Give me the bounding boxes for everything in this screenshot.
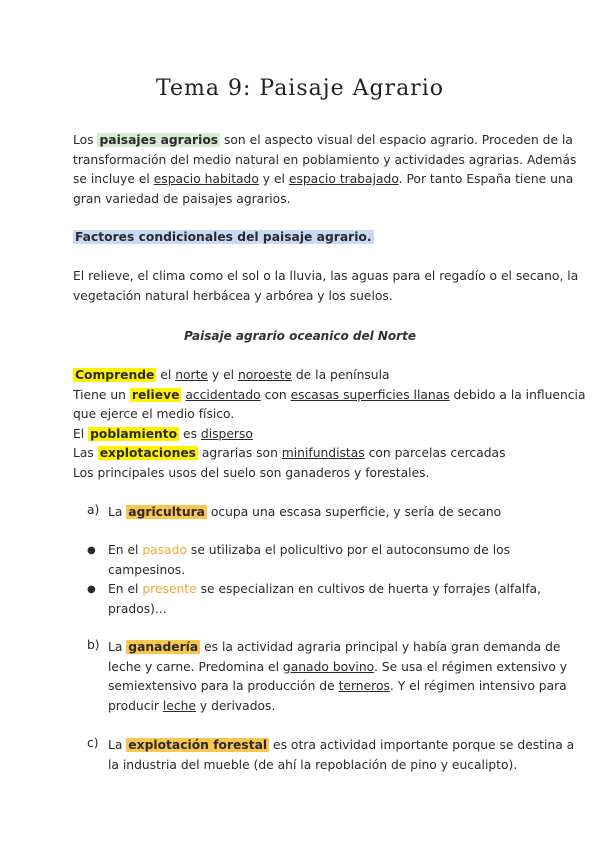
factors-line-1: El relieve, el clima como el sol o la lluvia, las aguas para el regadío o el secano, la <box>73 269 579 283</box>
highlight-explotacion-forestal: explotación forestal <box>128 738 268 752</box>
factors-paragraph <box>73 267 579 306</box>
intro-line-4: gran variedad de paisajes agrarios. <box>73 191 291 206</box>
highlight-relieve: relieve <box>131 387 180 402</box>
intro-line-2: transformación del medio natural en poblamiento y actividades agrarias. Además <box>73 152 577 167</box>
north-line-2: Tiene un relieve accidentado con escasas superficies llanas debido a la influencia <box>73 387 586 402</box>
item-c-label: c) <box>87 736 99 750</box>
north-line-3: que ejerce el medio físico. <box>73 407 235 422</box>
highlight-poblamiento: poblamiento <box>90 426 178 441</box>
highlight-ganaderia: ganadería <box>128 640 199 654</box>
intro-line-3: se incluye el espacio habitado y el espacio trabajado. Por tanto España tiene una <box>73 172 574 187</box>
highlight-comprende: Comprende <box>75 368 155 382</box>
underline-espacio-trabajado: espacio trabajado <box>288 172 399 187</box>
section-subtitle: Paisaje agrario oceanico del Norte <box>184 329 416 343</box>
north-section <box>73 366 586 484</box>
bullet-icon: ● <box>87 584 96 595</box>
bullet-1-text: En el pasado se utilizaba el policultivo por el autoconsumo de los campesinos. <box>108 543 511 577</box>
intro-line-1: Los paisajes agrarios son el aspecto visual del espacio agrario. Proceden de la <box>73 133 573 147</box>
bullet-2-text: En el presente se especializan en cultivos de huerta y forrajes (alfalfa, prados)... <box>108 582 541 616</box>
item-a-label: a) <box>87 503 100 517</box>
item-b-label: b) <box>87 638 100 652</box>
north-line-6: Los principales usos del suelo son ganaderos y forestales. <box>73 465 430 480</box>
highlight-agricultura: agricultura <box>128 505 205 519</box>
colored-pasado: pasado <box>142 543 187 557</box>
highlight-paisajes-agrarios: paisajes agrarios <box>99 133 219 147</box>
item-b-text: La ganadería es la actividad agraria principal y había gran demanda de leche y carne. Predomina el ganado bovino. Se usa el régimen extensivo y semiextensivo para la producción de terneros. Y el régimen intensivo para producir leche y derivados. <box>108 640 568 713</box>
page-title: Tema 9: Paisaje Agrario <box>156 76 444 101</box>
highlight-explotaciones: explotaciones <box>99 446 196 461</box>
north-line-5: Las explotaciones agrarias son minifundistas con parcelas cercadas <box>73 446 506 461</box>
north-line-4: El poblamiento es disperso <box>73 426 253 441</box>
factors-heading-row <box>73 228 533 248</box>
factors-line-2: vegetación natural herbácea y arbórea y los suelos. <box>73 288 393 303</box>
intro-paragraph <box>73 131 577 209</box>
underline-espacio-habitado: espacio habitado <box>153 172 259 187</box>
item-c-text: La explotación forestal es otra actividad importante porque se destina a la industria del mueble (de ahí la repoblación de pino y eucalipto). <box>108 738 575 772</box>
north-line-1: Comprende el norte y el noroeste de la península <box>75 368 390 382</box>
bullet-icon: ● <box>87 545 96 556</box>
factors-heading: Factores condicionales del paisaje agrario. <box>75 230 372 244</box>
colored-presente: presente <box>142 582 197 596</box>
item-a-text: La agricultura ocupa una escasa superficie, y sería de secano <box>108 505 502 519</box>
